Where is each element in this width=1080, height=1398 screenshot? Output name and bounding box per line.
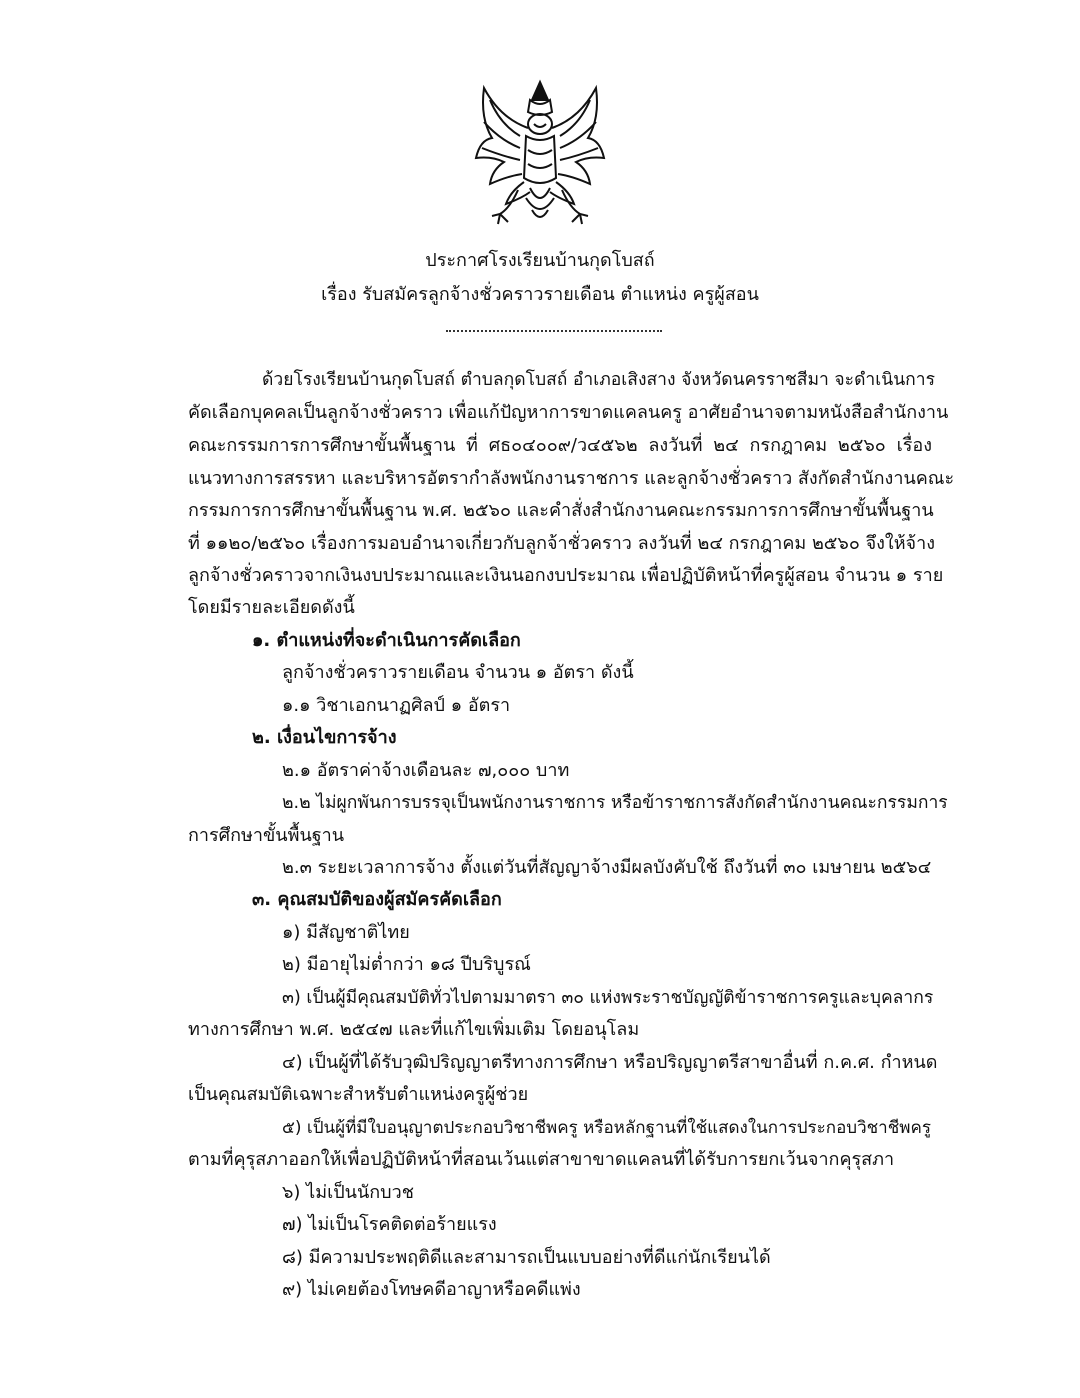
intro-line: คัดเลือกบุคคลเป็นลูกจ้างชั่วคราว เพื่อแก้ปัญหาการขาดแคลนครู อาศัยอำนาจตามหนังสือสำนักงาน bbox=[188, 402, 949, 423]
qualification-item: ทางการศึกษา พ.ศ. ๒๕๔๗ และที่แก้ไขเพิ่มเติม โดยอนุโลม bbox=[188, 1019, 640, 1040]
garuda-emblem-icon bbox=[470, 78, 610, 228]
section-1-line: ลูกจ้างชั่วคราวรายเดือน จำนวน ๑ อัตรา ดังนี้ bbox=[282, 662, 634, 683]
qualification-item: ๑) มีสัญชาติไทย bbox=[282, 922, 410, 943]
qualification-item: ๔) เป็นผู้ที่ได้รับวุฒิปริญญาตรีทางการศึกษา หรือปริญญาตรีสาขาอื่นที่ ก.ค.ศ. กำหนด bbox=[282, 1052, 938, 1073]
qualification-item: ตามที่คุรุสภาออกให้เพื่อปฏิบัติหน้าที่สอนเว้นแต่สาขาขาดแคลนที่ได้รับการยกเว้นจากคุรุสภา bbox=[188, 1149, 895, 1170]
intro-line: ที่ ๑๑๒๐/๒๕๖๐ เรื่องการมอบอำนาจเกี่ยวกับลูกจ้าชั่วคราว ลงวันที่ ๒๔ กรกฎาคม ๒๕๖๐ จึงให้จ้าง bbox=[188, 533, 935, 554]
intro-line: ลูกจ้างชั่วคราวจากเงินงบประมาณและเงินนอกงบประมาณ เพื่อปฏิบัติหน้าที่ครูผู้สอน จำนวน ๑ ราย bbox=[188, 565, 944, 586]
qualification-item: ๕) เป็นผู้ที่มีใบอนุญาตประกอบวิชาชีพครู หรือหลักฐานที่ใช้แสดงในการประกอบวิชาชีพครู bbox=[282, 1118, 931, 1138]
qualification-item: ๓) เป็นผู้มีคุณสมบัติทั่วไปตามมาตรา ๓๐ แห่งพระราชบัญญัติข้าราชการครูและบุคลากร bbox=[282, 988, 934, 1008]
section-1-line: ๑.๑ วิชาเอกนาฏศิลป์ ๑ อัตรา bbox=[282, 695, 511, 716]
separator-dots bbox=[446, 316, 662, 332]
intro-line: คณะกรรมการการศึกษาขั้นพื้นฐาน ที่ ศธ๐๔๐๐๙/ว๔๕๖๒ ลงวันที่ ๒๔ กรกฎาคม ๒๕๖๐ เรื่อง bbox=[188, 435, 932, 456]
section-1-heading: ๑. ตำแหน่งที่จะดำเนินการคัดเลือก bbox=[252, 630, 521, 651]
section-2-heading: ๒. เงื่อนไขการจ้าง bbox=[252, 727, 397, 748]
intro-line: แนวทางการสรรหา และบริหารอัตรากำลังพนักงานราชการ และลูกจ้างชั่วคราว สังกัดสำนักงานคณะ bbox=[188, 468, 955, 489]
qualification-item: ๘) มีความประพฤติดีและสามารถเป็นแบบอย่างที่ดีแก่นักเรียนได้ bbox=[282, 1247, 771, 1268]
intro-line: กรรมการการศึกษาขั้นพื้นฐาน พ.ศ. ๒๕๖๐ และคำสั่งสำนักงานคณะกรรมการการศึกษาขั้นพื้นฐาน bbox=[188, 500, 934, 521]
section-2-item: การศึกษาขั้นพื้นฐาน bbox=[188, 825, 345, 846]
qualification-item: ๗) ไม่เป็นโรคติดต่อร้ายแรง bbox=[282, 1214, 497, 1235]
section-2-item: ๒.๓ ระยะเวลาการจ้าง ตั้งแต่วันที่สัญญาจ้างมีผลบังคับใช้ ถึงวันที่ ๓๐ เมษายน ๒๕๖๔ bbox=[282, 857, 932, 878]
announcement-title: ประกาศโรงเรียนบ้านกุดโบสถ์ bbox=[425, 250, 655, 271]
section-3-heading: ๓. คุณสมบัติของผู้สมัครคัดเลือก bbox=[252, 889, 502, 910]
qualification-item: ๒) มีอายุไม่ต่ำกว่า ๑๘ ปีบริบูรณ์ bbox=[282, 954, 531, 975]
qualification-item: ๙) ไม่เคยต้องโทษคดีอาญาหรือคดีแพ่ง bbox=[282, 1279, 581, 1300]
qualification-item: เป็นคุณสมบัติเฉพาะสำหรับตำแหน่งครูผู้ช่วย bbox=[188, 1084, 529, 1105]
intro-line: ด้วยโรงเรียนบ้านกุดโบสถ์ ตำบลกุดโบสถ์ อำเภอเสิงสาง จังหวัดนครราชสีมา จะดำเนินการ bbox=[262, 370, 935, 390]
announcement-subject: เรื่อง รับสมัครลูกจ้างชั่วคราวรายเดือน ตำแหน่ง ครูผู้สอน bbox=[321, 284, 759, 305]
qualification-item: ๖) ไม่เป็นนักบวช bbox=[282, 1182, 414, 1203]
intro-line: โดยมีรายละเอียดดังนี้ bbox=[188, 597, 355, 618]
section-2-item: ๒.๒ ไม่ผูกพันการบรรจุเป็นพนักงานราชการ หรือข้าราชการสังกัดสำนักงานคณะกรรมการ bbox=[282, 793, 948, 813]
section-2-item: ๒.๑ อัตราค่าจ้างเดือนละ ๗,๐๐๐ บาท bbox=[282, 760, 570, 781]
